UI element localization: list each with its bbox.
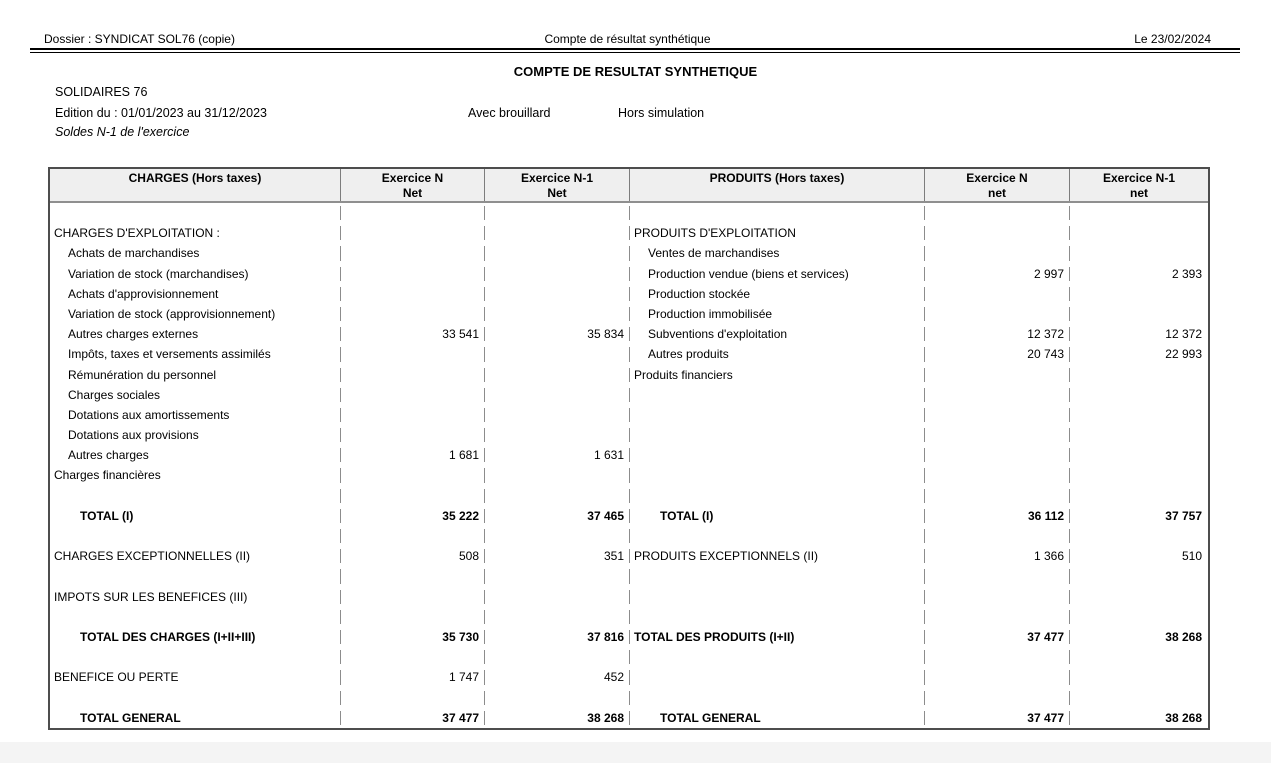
produits-label-cell bbox=[630, 465, 925, 485]
document-title: COMPTE DE RESULTAT SYNTHETIQUE bbox=[513, 64, 758, 79]
produits-exercice-n1-cell bbox=[1070, 223, 1208, 243]
charges-exercice-n1-cell bbox=[485, 526, 630, 546]
charges-exercice-n-cell bbox=[341, 566, 485, 586]
report-name-label: Compte de résultat synthétique bbox=[544, 32, 711, 46]
col-header-label: PRODUITS (Hors taxes) bbox=[709, 171, 845, 185]
produits-exercice-n1-cell: 38 268 bbox=[1165, 629, 1202, 644]
table-row bbox=[50, 627, 1208, 647]
charges-exercice-n-cell bbox=[341, 243, 485, 263]
charges-exercice-n-cell: 1 747 bbox=[341, 667, 485, 687]
produits-exercice-n-cell bbox=[925, 587, 1070, 607]
charges-label-cell: TOTAL DES CHARGES (I+II+III) bbox=[50, 627, 341, 647]
col-header-produits bbox=[630, 169, 925, 201]
col-header-sub: net bbox=[988, 186, 1006, 200]
charges-exercice-n1-cell bbox=[485, 284, 630, 304]
table-row bbox=[50, 566, 1208, 586]
table-row bbox=[50, 223, 1208, 243]
charges-label-cell: Dotations aux amortissements bbox=[50, 405, 341, 425]
produits-label-cell: Autres produits bbox=[630, 344, 925, 364]
charges-label-cell bbox=[50, 526, 341, 546]
table-row bbox=[50, 425, 1208, 445]
produits-exercice-n1-cell bbox=[1070, 425, 1208, 445]
charges-exercice-n1-cell bbox=[485, 587, 630, 607]
charges-exercice-n-cell bbox=[341, 688, 485, 708]
produits-exercice-n-cell bbox=[925, 243, 1070, 263]
charges-label-cell: Autres charges externes bbox=[50, 324, 341, 344]
produits-exercice-n-cell bbox=[925, 304, 1070, 324]
produits-exercice-n-cell: 37 477 bbox=[925, 708, 1070, 728]
produits-exercice-n-cell bbox=[925, 284, 1070, 304]
produits-exercice-n1-cell bbox=[1070, 486, 1208, 506]
table-row bbox=[50, 587, 1208, 607]
table-row bbox=[50, 284, 1208, 304]
produits-exercice-n1-cell: 510 bbox=[1181, 549, 1202, 564]
produits-label-cell bbox=[630, 445, 925, 465]
table-row bbox=[50, 667, 1208, 687]
table-row bbox=[50, 445, 1208, 465]
table-row bbox=[50, 365, 1208, 385]
charges-label-cell: Charges sociales bbox=[50, 385, 341, 405]
produits-exercice-n-cell bbox=[925, 405, 1070, 425]
charges-exercice-n-cell: 1 681 bbox=[341, 445, 485, 465]
charges-label-cell: IMPOTS SUR LES BENEFICES (III) bbox=[50, 587, 341, 607]
charges-exercice-n1-cell bbox=[485, 365, 630, 385]
header-double-rule bbox=[30, 48, 1240, 53]
charges-exercice-n1-cell bbox=[485, 223, 630, 243]
charges-exercice-n-cell: 35 730 bbox=[341, 627, 485, 647]
charges-exercice-n-cell bbox=[341, 587, 485, 607]
produits-label-cell bbox=[630, 203, 925, 223]
charges-exercice-n-cell: 35 222 bbox=[341, 506, 485, 526]
charges-exercice-n1-cell bbox=[485, 243, 630, 263]
dossier-label: Dossier : SYNDICAT SOL76 (copie) bbox=[44, 32, 235, 46]
produits-label-cell: TOTAL DES PRODUITS (I+II) bbox=[630, 627, 925, 647]
produits-label-cell bbox=[630, 688, 925, 708]
simulation-flag: Hors simulation bbox=[618, 106, 705, 120]
charges-exercice-n1-cell: 38 268 bbox=[485, 708, 630, 728]
charges-label-cell: Charges financières bbox=[50, 465, 341, 485]
table-body bbox=[50, 203, 1208, 728]
table-row bbox=[50, 243, 1208, 263]
produits-exercice-n1-cell bbox=[1070, 385, 1208, 405]
produits-exercice-n-cell bbox=[925, 667, 1070, 687]
produits-label-cell bbox=[630, 587, 925, 607]
col-header-produits-n bbox=[925, 169, 1070, 201]
charges-exercice-n1-cell bbox=[485, 425, 630, 445]
col-header-label: Exercice N-1 bbox=[1102, 171, 1176, 185]
charges-exercice-n1-cell bbox=[485, 688, 630, 708]
produits-label-cell: PRODUITS EXCEPTIONNELS (II) bbox=[630, 546, 925, 566]
soldes-note: Soldes N-1 de l'exercice bbox=[55, 125, 190, 139]
produits-exercice-n-cell bbox=[925, 526, 1070, 546]
charges-exercice-n-cell bbox=[341, 405, 485, 425]
charges-label-cell bbox=[50, 688, 341, 708]
table-row bbox=[50, 304, 1208, 324]
charges-exercice-n-cell bbox=[341, 365, 485, 385]
charges-exercice-n-cell bbox=[341, 607, 485, 627]
page-header-bar bbox=[44, 32, 1211, 48]
produits-exercice-n-cell bbox=[925, 203, 1070, 223]
produits-label-cell bbox=[630, 425, 925, 445]
brouillard-flag: Avec brouillard bbox=[468, 106, 551, 120]
charges-exercice-n-cell: 37 477 bbox=[341, 708, 485, 728]
col-header-label: Exercice N bbox=[381, 171, 444, 185]
table-row bbox=[50, 324, 1208, 344]
col-header-sub: Net bbox=[402, 186, 423, 200]
produits-label-cell bbox=[630, 385, 925, 405]
charges-label-cell: Achats de marchandises bbox=[50, 243, 341, 263]
col-header-sub: net bbox=[1130, 186, 1148, 200]
charges-exercice-n1-cell bbox=[485, 647, 630, 667]
charges-exercice-n1-cell: 1 631 bbox=[485, 445, 630, 465]
app-background-strip bbox=[0, 742, 1271, 763]
col-header-charges-n1 bbox=[485, 169, 630, 201]
charges-label-cell: TOTAL (I) bbox=[50, 506, 341, 526]
table-row bbox=[50, 344, 1208, 364]
produits-label-cell: Ventes de marchandises bbox=[630, 243, 925, 263]
produits-exercice-n1-cell bbox=[1070, 688, 1208, 708]
charges-exercice-n1-cell bbox=[485, 566, 630, 586]
produits-label-cell: PRODUITS D'EXPLOITATION bbox=[630, 223, 925, 243]
charges-exercice-n1-cell bbox=[485, 344, 630, 364]
table-row bbox=[50, 607, 1208, 627]
table-row bbox=[50, 526, 1208, 546]
produits-exercice-n-cell bbox=[925, 647, 1070, 667]
produits-exercice-n-cell: 12 372 bbox=[925, 324, 1070, 344]
produits-exercice-n1-cell bbox=[1070, 405, 1208, 425]
produits-label-cell bbox=[630, 526, 925, 546]
charges-exercice-n1-cell: 37 816 bbox=[485, 627, 630, 647]
produits-exercice-n1-cell bbox=[1070, 526, 1208, 546]
charges-label-cell: Impôts, taxes et versements assimilés bbox=[50, 344, 341, 364]
entity-name: SOLIDAIRES 76 bbox=[55, 85, 148, 99]
table-row bbox=[50, 203, 1208, 223]
produits-exercice-n-cell: 20 743 bbox=[925, 344, 1070, 364]
charges-label-cell bbox=[50, 607, 341, 627]
charges-exercice-n-cell bbox=[341, 203, 485, 223]
produits-exercice-n1-cell: 12 372 bbox=[1165, 327, 1202, 342]
produits-exercice-n-cell bbox=[925, 688, 1070, 708]
produits-exercice-n1-cell bbox=[1070, 243, 1208, 263]
charges-exercice-n1-cell: 351 bbox=[485, 546, 630, 566]
charges-label-cell: Variation de stock (marchandises) bbox=[50, 264, 341, 284]
charges-exercice-n1-cell: 452 bbox=[485, 667, 630, 687]
charges-exercice-n1-cell bbox=[485, 486, 630, 506]
table-row bbox=[50, 405, 1208, 425]
charges-exercice-n1-cell bbox=[485, 607, 630, 627]
table-row bbox=[50, 486, 1208, 506]
charges-exercice-n1-cell bbox=[485, 385, 630, 405]
charges-label-cell: CHARGES D'EXPLOITATION : bbox=[50, 223, 341, 243]
charges-exercice-n-cell bbox=[341, 385, 485, 405]
charges-exercice-n-cell: 33 541 bbox=[341, 324, 485, 344]
table-row bbox=[50, 264, 1208, 284]
col-header-charges bbox=[50, 169, 341, 201]
table-header bbox=[50, 169, 1208, 203]
table-row bbox=[50, 688, 1208, 708]
charges-label-cell bbox=[50, 647, 341, 667]
charges-exercice-n1-cell bbox=[485, 264, 630, 284]
produits-exercice-n-cell bbox=[925, 566, 1070, 586]
produits-label-cell: Production stockée bbox=[630, 284, 925, 304]
edition-period-label: Edition du : 01/01/2023 au 31/12/2023 bbox=[55, 106, 267, 120]
charges-exercice-n-cell bbox=[341, 425, 485, 445]
col-header-label: Exercice N-1 bbox=[520, 171, 594, 185]
charges-label-cell bbox=[50, 566, 341, 586]
table-row bbox=[50, 546, 1208, 566]
produits-exercice-n-cell bbox=[925, 465, 1070, 485]
produits-exercice-n1-cell bbox=[1070, 203, 1208, 223]
produits-exercice-n1-cell bbox=[1070, 304, 1208, 324]
charges-exercice-n-cell bbox=[341, 486, 485, 506]
table-row bbox=[50, 647, 1208, 667]
produits-exercice-n-cell: 1 366 bbox=[925, 546, 1070, 566]
charges-exercice-n-cell bbox=[341, 465, 485, 485]
produits-label-cell bbox=[630, 667, 925, 687]
produits-exercice-n1-cell bbox=[1070, 284, 1208, 304]
table-row bbox=[50, 385, 1208, 405]
charges-label-cell: BENEFICE OU PERTE bbox=[50, 667, 341, 687]
charges-exercice-n1-cell: 37 465 bbox=[485, 506, 630, 526]
produits-exercice-n-cell bbox=[925, 385, 1070, 405]
charges-exercice-n-cell bbox=[341, 284, 485, 304]
charges-label-cell: Dotations aux provisions bbox=[50, 425, 341, 445]
charges-exercice-n-cell bbox=[341, 647, 485, 667]
table-row bbox=[50, 708, 1208, 728]
produits-exercice-n1-cell bbox=[1070, 587, 1208, 607]
produits-exercice-n1-cell bbox=[1070, 667, 1208, 687]
produits-exercice-n-cell: 36 112 bbox=[925, 506, 1070, 526]
charges-exercice-n-cell bbox=[341, 304, 485, 324]
col-header-label: CHARGES (Hors taxes) bbox=[128, 171, 262, 185]
produits-exercice-n-cell bbox=[925, 607, 1070, 627]
produits-label-cell bbox=[630, 647, 925, 667]
charges-exercice-n1-cell bbox=[485, 405, 630, 425]
produits-label-cell: TOTAL GENERAL bbox=[630, 708, 925, 728]
charges-label-cell: Achats d'approvisionnement bbox=[50, 284, 341, 304]
charges-label-cell: Rémunération du personnel bbox=[50, 365, 341, 385]
charges-label-cell: TOTAL GENERAL bbox=[50, 708, 341, 728]
produits-label-cell bbox=[630, 405, 925, 425]
produits-exercice-n-cell bbox=[925, 223, 1070, 243]
col-header-label: Exercice N bbox=[966, 171, 1028, 185]
produits-exercice-n-cell: 37 477 bbox=[925, 627, 1070, 647]
produits-exercice-n-cell bbox=[925, 365, 1070, 385]
charges-exercice-n1-cell: 35 834 bbox=[485, 324, 630, 344]
produits-exercice-n1-cell: 22 993 bbox=[1165, 347, 1202, 362]
produits-label-cell: TOTAL (I) bbox=[630, 506, 925, 526]
produits-label-cell bbox=[630, 566, 925, 586]
charges-label-cell: Autres charges bbox=[50, 445, 341, 465]
charges-exercice-n1-cell bbox=[485, 465, 630, 485]
produits-exercice-n-cell: 2 997 bbox=[925, 264, 1070, 284]
produits-label-cell: Subventions d'exploitation bbox=[630, 324, 925, 344]
produits-label-cell: Production vendue (biens et services) bbox=[630, 264, 925, 284]
produits-label-cell bbox=[630, 607, 925, 627]
produits-exercice-n1-cell bbox=[1070, 465, 1208, 485]
charges-exercice-n-cell bbox=[341, 344, 485, 364]
produits-exercice-n1-cell bbox=[1070, 365, 1208, 385]
col-header-sub: Net bbox=[547, 186, 567, 200]
produits-exercice-n1-cell: 37 757 bbox=[1165, 508, 1202, 523]
col-header-produits-n1 bbox=[1070, 169, 1208, 201]
col-header-charges-n bbox=[341, 169, 485, 201]
charges-exercice-n-cell bbox=[341, 223, 485, 243]
produits-exercice-n1-cell bbox=[1070, 566, 1208, 586]
produits-exercice-n1-cell: 2 393 bbox=[1171, 266, 1202, 281]
produits-exercice-n1-cell: 38 268 bbox=[1165, 710, 1202, 725]
produits-exercice-n1-cell bbox=[1070, 445, 1208, 465]
produits-exercice-n-cell bbox=[925, 425, 1070, 445]
print-date-label: Le 23/02/2024 bbox=[1134, 32, 1211, 46]
produits-exercice-n1-cell bbox=[1070, 647, 1208, 667]
produits-exercice-n1-cell bbox=[1070, 607, 1208, 627]
charges-exercice-n1-cell bbox=[485, 304, 630, 324]
charges-exercice-n1-cell bbox=[485, 203, 630, 223]
charges-exercice-n-cell: 508 bbox=[341, 546, 485, 566]
produits-exercice-n-cell bbox=[925, 486, 1070, 506]
charges-label-cell: CHARGES EXCEPTIONNELLES (II) bbox=[50, 546, 341, 566]
charges-label-cell bbox=[50, 486, 341, 506]
produits-label-cell bbox=[630, 486, 925, 506]
produits-exercice-n-cell bbox=[925, 445, 1070, 465]
charges-label-cell bbox=[50, 203, 341, 223]
produits-label-cell: Produits financiers bbox=[630, 365, 925, 385]
charges-exercice-n-cell bbox=[341, 526, 485, 546]
table-row bbox=[50, 465, 1208, 485]
table-row bbox=[50, 506, 1208, 526]
charges-label-cell: Variation de stock (approvisionnement) bbox=[50, 304, 341, 324]
charges-exercice-n-cell bbox=[341, 264, 485, 284]
result-table bbox=[48, 167, 1210, 730]
produits-label-cell: Production immobilisée bbox=[630, 304, 925, 324]
